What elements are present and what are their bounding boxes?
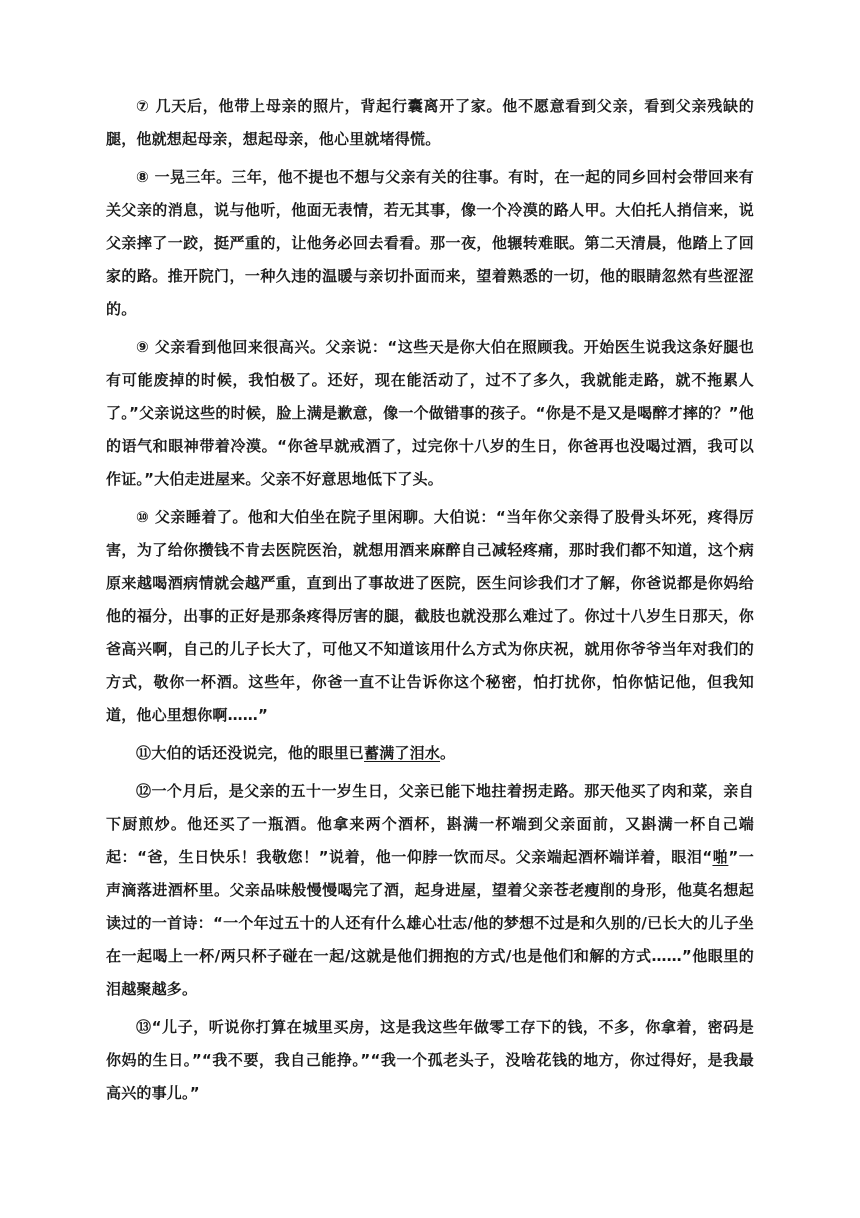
paragraph-7: ⑦ 几天后，他带上母亲的照片，背起行囊离开了家。他不愿意看到父亲，看到父亲残缺的腿，他就想起母亲，想起母亲，他心里就堵得慌。 bbox=[106, 97, 754, 148]
paragraph-12-text-before: ⑫一个月后，是父亲的五十一岁生日，父亲已能下地拄着拐走路。那天他买了肉和菜，亲自下厨煎炒。他还买了一瓶酒。他拿来两个酒杯，斟满一杯端到父亲面前，又斟满一杯自己端起：“爸，生日快乐！我敬您！”说着，他一仰脖一饮而尽。父亲端起酒杯端详着，眼泪“ bbox=[106, 782, 754, 866]
paragraph-13: ⑬“儿子，听说你打算在城里买房，这是我这些年做零工存下的钱，不多，你拿着，密码是你妈的生日。”“我不要，我自己能挣。”“我一个孤老头子，没啥花钱的地方，你过得好，是我最高兴的事儿。” bbox=[106, 1018, 754, 1102]
underlined-word: 啪 bbox=[712, 848, 729, 866]
paragraph-12 bbox=[106, 775, 754, 1006]
paragraph-11-text-before: ⑪大伯的话还没说完，他的眼里已 bbox=[136, 744, 365, 762]
paragraph-9: ⑨ 父亲看到他回来很高兴。父亲说：“这些天是你大伯在照顾我。开始医生说我这条好腿也有可能废掉的时候，我怕极了。还好，现在能活动了，过不了多久，我就能走路，就不拖累人了。”父亲说这些的时候，脸上满是歉意，像一个做错事的孩子。“你是不是又是喝醉才摔的？”他的语气和眼神带着冷漠。“你爸早就戒酒了，过完你十八岁的生日，你爸再也没喝过酒，我可以作证。”大伯走进屋来。父亲不好意思地低下了头。 bbox=[106, 338, 754, 488]
story-body bbox=[106, 90, 754, 1110]
paragraph-8: ⑧ 一晃三年。三年，他不提也不想与父亲有关的往事。有时，在一起的同乡回村会带回来有关父亲的消息，说与他听，他面无表情，若无其事，像一个冷漠的路人甲。大伯托人捎信来，说父亲摔了一跤，挺严重的，让他务必回去看看。那一夜，他辗转难眠。第二天清晨，他踏上了回家的路。推开院门，一种久违的温暖与亲切扑面而来，望着熟悉的一切，他的眼睛忽然有些涩涩的。 bbox=[106, 168, 754, 318]
paragraph-11 bbox=[106, 737, 754, 770]
paragraph-11-text-after: 。 bbox=[440, 744, 456, 762]
underlined-phrase: 蓄满了泪水 bbox=[364, 744, 441, 762]
paragraph-12-text-after: ”一声滴落进酒杯里。父亲品味般慢慢喝完了酒，起身进屋，望着父亲苍老瘦削的身形，他莫名想起读过的一首诗：“一个年过五十的人还有什么雄心壮志/他的梦想不过是和久别的/已长大的儿子坐在一起喝上一杯/两只杯子碰在一起/这就是他们拥抱的方式/也是他们和解的方式……”他眼里的泪越聚越多。 bbox=[106, 848, 754, 998]
paragraph-10: ⑩ 父亲睡着了。他和大伯坐在院子里闲聊。大伯说：“当年你父亲得了股骨头坏死，疼得厉害，为了给你攒钱不肯去医院医治，就想用酒来麻醉自己减轻疼痛，那时我们都不知道，这个病原来越喝酒病情就会越严重，直到出了事故进了医院，医生问诊我们才了解，你爸说都是你妈给他的福分，出事的正好是那条疼得厉害的腿，截肢也就没那么难过了。你过十八岁生日那天，你爸高兴啊，自己的儿子长大了，可他又不知道该用什么方式为你庆祝，就用你爷爷当年对我们的方式，敬你一杯酒。这些年，你爸一直不让告诉你这个秘密，怕打扰你，怕你惦记他，但我知道，他心里想你啊……” bbox=[106, 508, 754, 724]
